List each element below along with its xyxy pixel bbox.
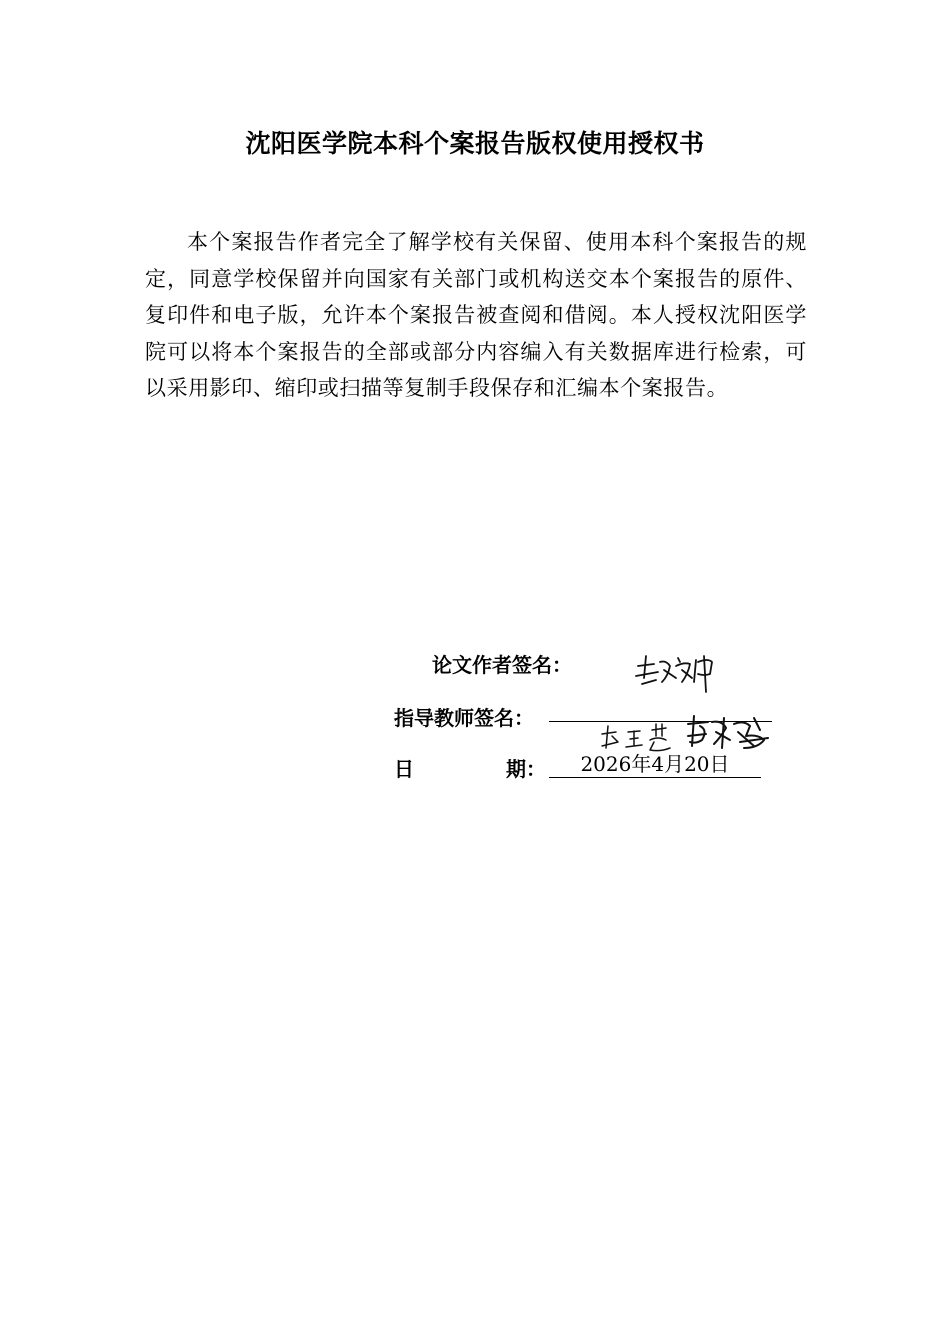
date-value: 2026年4月20日 [549, 752, 761, 778]
authorization-paragraph: 本个案报告作者完全了解学校有关保留、使用本科个案报告的规定，同意学校保留并向国家有关部门或机构送交本个案报告的原件、复印件和电子版，允许本个案报告被查阅和借阅。本人授权沈阳医学院可以将本个案报告的全部或部分内容编入有关数据库进行检索，可以采用影印、缩印或扫描等复制手段保存和汇编本个案报告。 [145, 230, 807, 400]
date-label-qi: 期： [506, 757, 546, 781]
advisor-handwritten-signature [598, 712, 774, 756]
document-title: 沈阳医学院本科个案报告版权使用授权书 [245, 129, 705, 158]
advisor-signature-label: 指导教师签名： [394, 706, 534, 730]
date-label-ri: 日 [394, 757, 414, 781]
author-handwritten-signature [632, 648, 724, 694]
author-signature-label: 论文作者签名： [432, 653, 572, 677]
